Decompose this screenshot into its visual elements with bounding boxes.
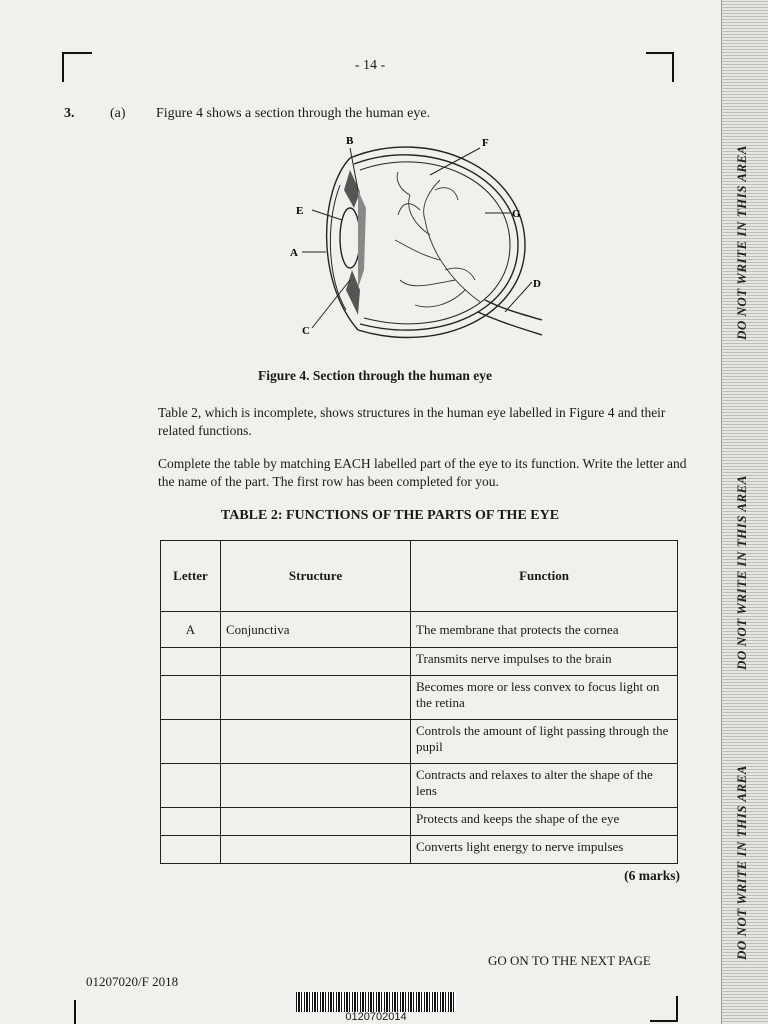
table-row <box>161 720 678 764</box>
cell-structure[interactable] <box>221 648 411 676</box>
table-row <box>161 648 678 676</box>
margin-warning-3: DO NOT WRITE IN THIS AREA <box>734 765 749 960</box>
corner-mark-bottom-left <box>74 1000 76 1024</box>
header-letter: Letter <box>161 541 221 612</box>
eye-label-e: E <box>296 205 304 217</box>
table-row <box>161 676 678 720</box>
cell-function: The membrane that protects the cornea <box>411 612 678 648</box>
header-function: Function <box>411 541 678 612</box>
cell-function: Protects and keeps the shape of the eye <box>411 808 678 836</box>
cell-structure[interactable] <box>221 764 411 808</box>
paragraph-instructions: Complete the table by matching EACH labelled part of the eye to its function. Write the letter and the name of the part. The first row has been completed for you. <box>158 456 687 489</box>
eye-parts-table <box>160 540 678 864</box>
table-row <box>161 808 678 836</box>
eye-label-g: G <box>512 208 521 220</box>
barcode <box>296 992 456 1012</box>
cell-structure[interactable] <box>221 808 411 836</box>
cell-letter[interactable] <box>161 836 221 864</box>
cell-letter[interactable] <box>161 720 221 764</box>
corner-mark-top-left-h <box>62 52 92 54</box>
eye-label-d: D <box>533 278 541 290</box>
cell-function: Controls the amount of light passing through the pupil <box>411 720 678 764</box>
eye-label-a: A <box>290 247 298 259</box>
cell-structure[interactable] <box>221 720 411 764</box>
paper-code: 01207020/F 2018 <box>86 974 179 989</box>
figure-caption: Figure 4. Section through the human eye <box>258 368 492 383</box>
marks-label: (6 marks) <box>624 868 680 883</box>
table-row <box>161 612 678 648</box>
barcode-number: 0120702014 <box>345 1011 407 1023</box>
cell-letter[interactable]: A <box>161 612 221 648</box>
cell-letter[interactable] <box>161 808 221 836</box>
table-header-row <box>161 541 678 612</box>
eye-label-f: F <box>482 137 489 149</box>
table-row <box>161 836 678 864</box>
eye-label-b: B <box>346 135 354 147</box>
go-next-page: GO ON TO THE NEXT PAGE <box>488 953 651 968</box>
margin-warning-2: DO NOT WRITE IN THIS AREA <box>734 475 749 670</box>
cell-letter[interactable] <box>161 764 221 808</box>
cell-function: Becomes more or less convex to focus light on the retina <box>411 676 678 720</box>
cell-function: Transmits nerve impulses to the brain <box>411 648 678 676</box>
table-title: TABLE 2: FUNCTIONS OF THE PARTS OF THE EYE <box>220 508 560 523</box>
question-number: 3. <box>64 106 75 121</box>
header-structure: Structure <box>221 541 411 612</box>
cell-structure[interactable] <box>221 676 411 720</box>
corner-mark-bottom-right-h <box>650 1020 678 1022</box>
paragraph-table-intro: Table 2, which is incomplete, shows structures in the human eye labelled in Figure 4 and their related functions. <box>158 405 666 438</box>
question-intro: Figure 4 shows a section through the human eye. <box>156 106 431 121</box>
cell-letter[interactable] <box>161 648 221 676</box>
question-part: (a) <box>110 106 126 121</box>
cell-function: Contracts and relaxes to alter the shape of the lens <box>411 764 678 808</box>
cell-structure[interactable]: Conjunctiva <box>221 612 411 648</box>
margin-warning-1: DO NOT WRITE IN THIS AREA <box>734 145 749 340</box>
corner-mark-bottom-right <box>676 996 678 1022</box>
eye-diagram <box>280 130 550 355</box>
cell-letter[interactable] <box>161 676 221 720</box>
cell-structure[interactable] <box>221 836 411 864</box>
eye-label-c: C <box>302 325 310 337</box>
page-number: - 14 - <box>354 58 386 73</box>
table-row <box>161 764 678 808</box>
corner-mark-top-right-h <box>646 52 674 54</box>
cell-function: Converts light energy to nerve impulses <box>411 836 678 864</box>
